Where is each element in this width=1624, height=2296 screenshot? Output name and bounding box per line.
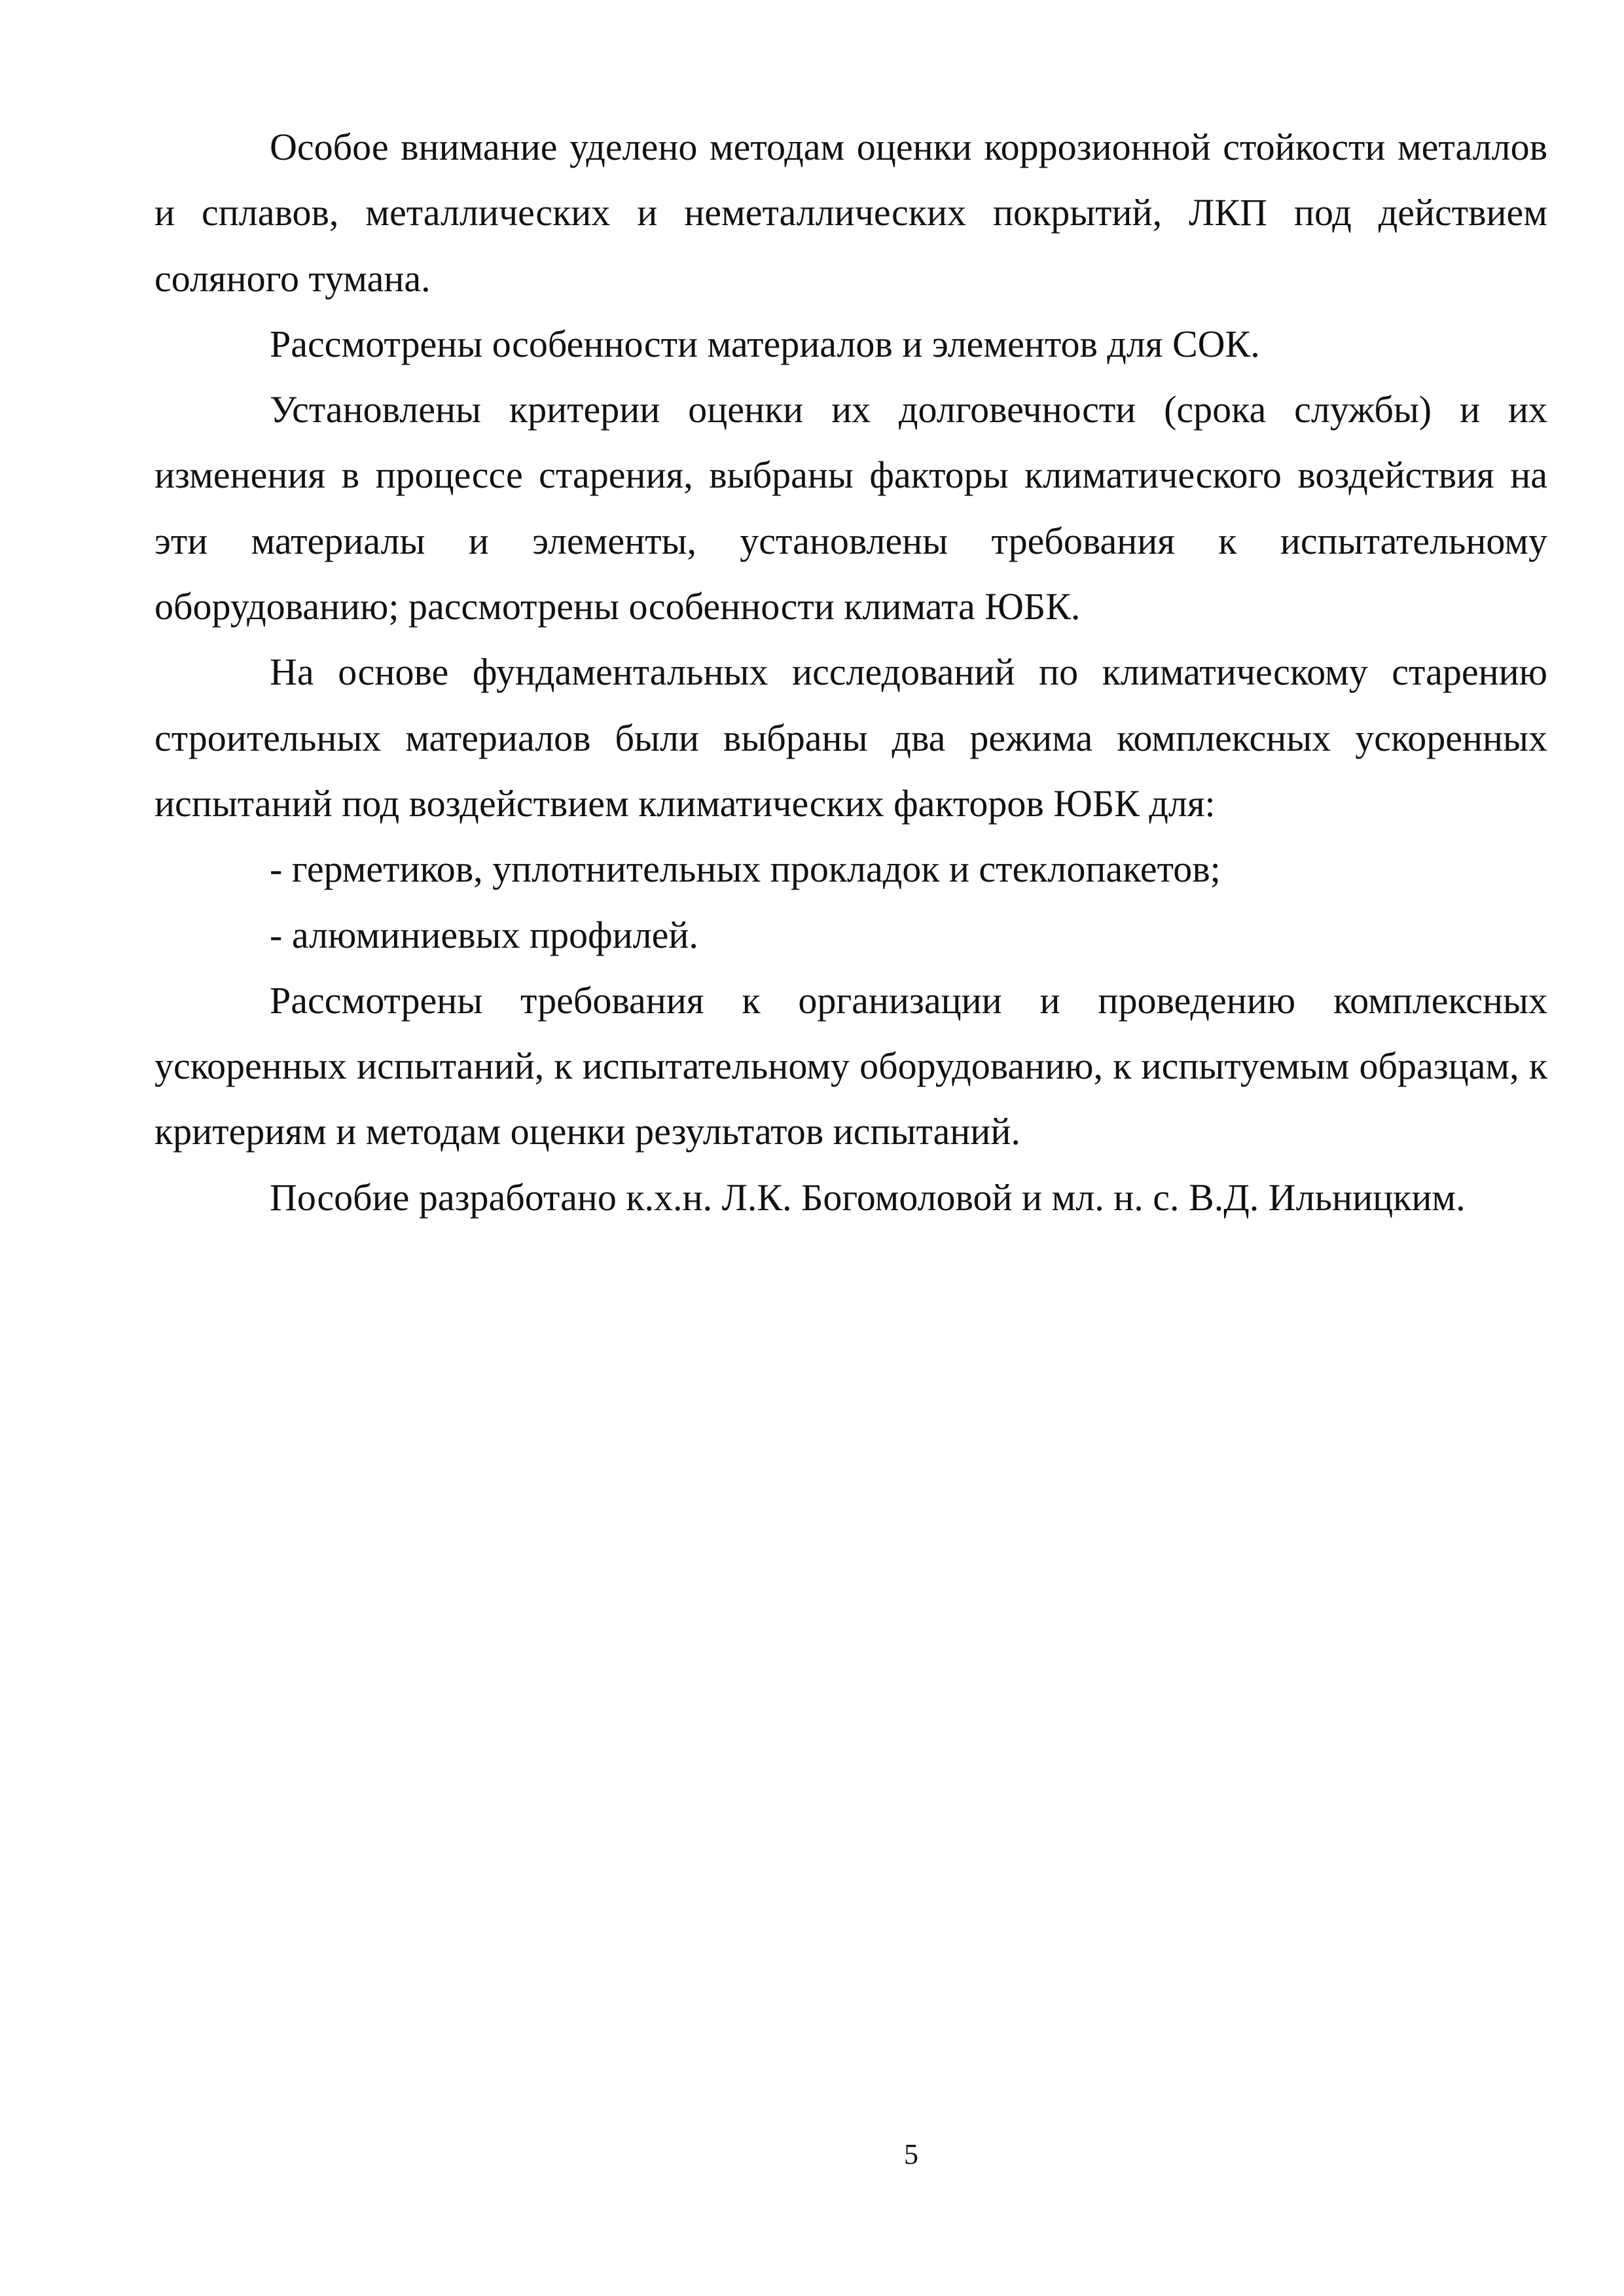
- page-number: 5: [904, 2138, 918, 2170]
- paragraph-sok-features: Рассмотрены особенности материалов и элементов для СОК.: [270, 322, 1260, 365]
- list-item-aluminum-profiles: - алюминиевых профилей.: [270, 913, 698, 956]
- paragraph-corrosion-methods: Особое внимание уделено методам оценки коррозионной стойкости металлов и сплавов, металлических и неметаллических покрытий, ЛКП под действием соляного тумана.: [154, 126, 1547, 300]
- paragraph-test-modes: На основе фундаментальных исследований по климатическому старению строительных материалов были выбраны два режима комплексных ускоренных испытаний под воздействием климатических факторов ЮБК для:: [154, 651, 1547, 825]
- list-item-sealants: - герметиков, уплотнительных прокладок и стеклопакетов;: [270, 848, 1221, 891]
- paragraph-durability-criteria: Установлены критерии оценки их долговечности (срока службы) и их изменения в процессе старения, выбраны факторы климатического воздействия на эти материалы и элементы, установлены требования к испытательному оборудованию; рассмотрены особенности климата ЮБК.: [154, 388, 1547, 628]
- paragraph-test-requirements: Рассмотрены требования к организации и проведению комплексных ускоренных испытаний, к испытательному оборудованию, к испытуемым образцам, к критериям и методам оценки результатов испытаний.: [154, 978, 1547, 1153]
- paragraph-authors: Пособие разработано к.х.н. Л.К. Богомоловой и мл. н. с. В.Д. Ильницким.: [270, 1175, 1466, 1219]
- document-body: [154, 115, 1547, 1230]
